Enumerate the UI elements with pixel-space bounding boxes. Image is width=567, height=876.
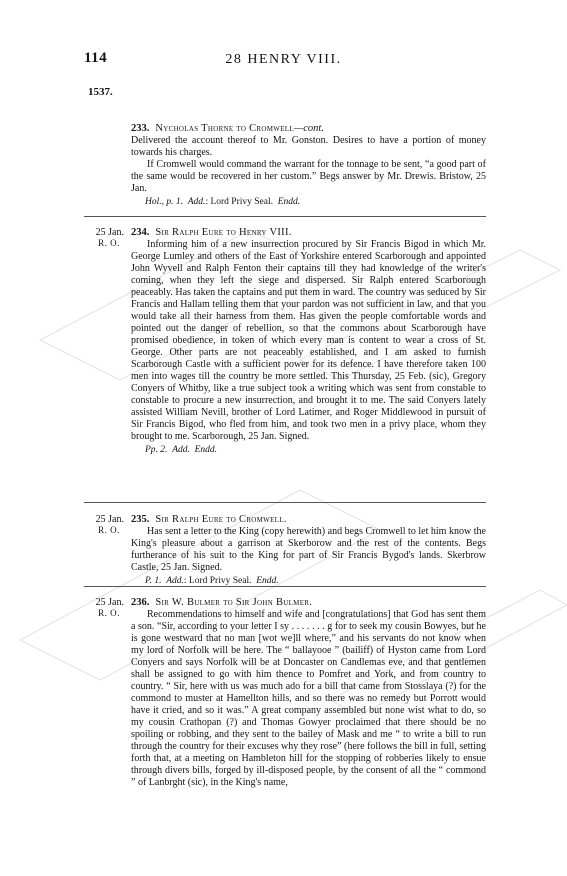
meta-address: Add. [166,576,184,586]
meta-address: Add. [172,445,190,455]
meta-address-to: : Lord Privy Seal. [183,576,252,586]
entry-paragraph: Informing him of a new insurrection procured by Sir Francis Bigod in which Mr. George Lumley and others of the East of Yorkshire entered Scarborough and appointed John Wyvell and Ralph Fenton their captains till they had knowledge of the writer's coming, when they left the siege and dispersed. Sir Ralph entered Scarborough peaceably. Has taken the captains and put them in ward. The country was seduced by Sir Francis and Hallam telling them that your pardon was not sufficient in law, and that you would take all their harness from them. Has given the people comfortable words and pointed out the danger of rebellion, so that the commons about Scarborough have promised obedience, in token of which every man is content to wear a cross of St. George. Other parts are not peaceably established, and I am asked to furnish Scarborough Castle with a sufficient power for its defence. I have therefore taken 100 men into wages till the country be more settled. This Thursday, 25 Feb. (sic), Gregory Conyers of Whitby, like a true subject took a writing which was sent from constable to constable to procure a new insurrection, and brought it to me. The said Conyers lately assisted William Nevill, brother of Lord Latimer, and Roger Middlewood in pursuit of Sir Francis Bigod, who fled from him, and took two men in a privy place, whom they brought to me. Scarborough, 25 Jan. Signed. [131,239,486,442]
margin-date [78,514,124,536]
meta-endorsed: Endd. [256,576,279,586]
entry-source: R. O. [98,238,120,248]
running-title: 28 HENRY VIII. [225,52,342,67]
entry-paragraph: If Cromwell would command the warrant for the tonnage to be sent, “a good part of the same would be recovered in her custom.” Begs answer by Mr. Drewis. Bristow, 25 Jan. [131,159,486,194]
entry-number: 236. [131,597,150,608]
entry-heading: Sir Ralph Eure to Cromwell. [155,514,287,525]
meta-address: Add. [187,197,206,207]
entry-paragraph: Delivered the account thereof to Mr. Gonston. Desires to have a portion of money towards his charges. [131,135,486,158]
entry-234 [131,227,486,456]
entry-meta [131,444,486,456]
margin-year: 1537. [88,86,113,98]
entry-source: R. O. [98,525,120,535]
entry-date: 25 Jan. [95,514,124,525]
meta-endorsed: Endd. [277,197,301,207]
meta-pages: Pp. 2. [145,445,168,455]
entry-source: R. O. [98,608,120,618]
page-number: 114 [84,50,108,66]
entry-divider [84,502,486,503]
entry-number: 235. [131,514,150,525]
entry-heading: Nycholas Thorne to Cromwell [155,123,294,134]
entry-heading: Sir W. Bulmer to Sir John Bulmer. [155,597,313,608]
entry-235 [131,514,486,587]
margin-date [78,227,124,249]
entry-divider [84,216,486,217]
entry-233 [131,123,486,208]
entry-paragraph: Has sent a letter to the King (copy herewith) and begs Cromwell to let him know the King's pleasure about a garrison at Skerborow and the rest of the contents. Begs furtherance of his suit to the King for part of Sir Francis Bygod's lands. Skerbrow Castle, 25 Jan. Signed. [131,526,486,573]
entry-date: 25 Jan. [95,597,124,608]
entry-divider [84,586,486,587]
entry-number: 233. [131,123,150,134]
meta-pages: Hol., p. 1. [145,197,183,207]
entry-meta [131,196,486,208]
entry-heading: Sir Ralph Eure to Henry VIII. [155,227,292,238]
meta-address-to: : Lord Privy Seal. [205,197,273,207]
margin-date [78,597,124,619]
meta-pages: P. 1. [145,576,162,586]
entry-236 [131,597,486,789]
entry-paragraph: Recommendations to himself and wife and [congratulations] that God has sent them a son. “Sir, according to your letter I sy . . . . . . . g for to seek my cousin Bowyes, but he is gone westward that no man [wot we]ll where,” and his servants do not know when my lord of Norfolk will be here. The “ ballayooe ” (bailiff) of Hyston came from Lord Conyers and says Norfolk will be at Doncaster on Candlemas eve, and that gentlemen shall be assigned to go with him thence to Pomfret and York, and from country to country. “ Sir, here with us was much ado for a bill that came from Stosslaya (?) for the commond to muster at Hamellton hills, and so there was no remedy but Porrott would have it cried, and so it was.” A great company assembled but none wist what to do, so my cousin Crathopan (?) and Thomas Gowyer proclaimed that there should be no spoiling or robbing, and they sent to the bailey of Mask and me “ to write a bill to run through the country for their excuses why they rose” (here follows the bill in full, setting forth that, at a meeting on Hambleton hill for the stopping of robberies likely to ensue through divers bills, forged by ill-disposed people, by the consent of all the “ commond ” of Lanbrght (sic), in the King's name, [131,609,486,788]
meta-endorsed: Endd. [194,445,218,455]
entry-heading-continued: —cont. [293,123,324,134]
entry-date: 25 Jan. [95,227,124,238]
entry-number: 234. [131,227,150,238]
